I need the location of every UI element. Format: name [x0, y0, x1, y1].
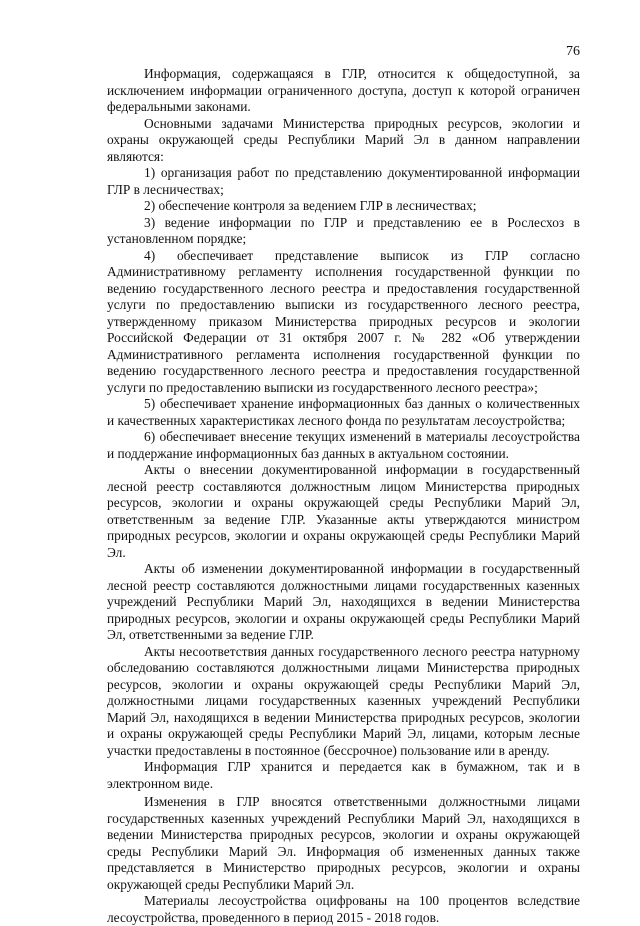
list-item-5: 5) обеспечивает хранение информационных баз данных о количественных и качественных характеристиках лесного фонда по результатам лесоустройства;	[107, 396, 580, 428]
document-body	[107, 66, 580, 926]
list-item-4: 4) обеспечивает представление выписок из ГЛР согласно Административному регламенту исполнения государственной функции по ведению государственного лесного реестра и предоставления государственной услуги по предоставлению выписки из государственного лесного реестра, утвержденному приказом Министерства природных ресурсов и экологии Российской Федерации от 31 октября 2007 г. № 282 «Об утверждении Административного регламента исполнения государственной функции по ведению государственного лесного реестра и предоставления государственной услуги по предоставлению выписки из государственного лесного реестра»;	[107, 247, 580, 395]
paragraph-digitization: Материалы лесоустройства оцифрованы на 100 процентов вследствие лесоустройства, проведенного в период 2015 - 2018 годов.	[107, 893, 580, 925]
page-number: 76	[566, 44, 580, 59]
list-item-6: 6) обеспечивает внесение текущих изменений в материалы лесоустройства и поддержание информационных баз данных в актуальном состоянии.	[107, 429, 580, 461]
paragraph-changes: Изменения в ГЛР вносятся ответственными должностными лицами государственных казенных учреждений Республики Марий Эл, находящихся в ведении Министерства природных ресурсов, экологии и охраны окружающей среды Республики Марий Эл. Информация об измененных данных также представляется в Министерство природных ресурсов, экологии и охраны окружающей среды Республики Марий Эл.	[107, 794, 580, 892]
paragraph-storage: Информация ГЛР хранится и передается как в бумажном, так и в электронном виде.	[107, 759, 580, 791]
paragraph-tasks-intro: Основными задачами Министерства природных ресурсов, экологии и охраны окружающей среды Республики Марий Эл в данном направлении являются:	[107, 115, 580, 164]
paragraph-acts-mismatch: Акты несоответствия данных государственного лесного реестра натурному обследованию составляются должностными лицами Министерства природных ресурсов, экологии и охраны окружающей среды Республики Марий Эл, должностными лицами государственных казенных учреждений Республики Марий Эл, находящихся в ведении Министерства природных ресурсов, экологии и охраны окружающей среды Республики Марий Эл, лицами, которым лесные участки предоставлены в постоянное (бессрочное) пользование или в аренду.	[107, 643, 580, 758]
paragraph-acts-insertion: Акты о внесении документированной информации в государственный лесной реестр составляются должностным лицом Министерства природных ресурсов, экологии и охраны окружающей среды Республики Марий Эл, ответственным за ведение ГЛР. Указанные акты утверждаются министром природных ресурсов, экологии и охраны окружающей среды Республики Марий Эл.	[107, 462, 580, 560]
paragraph-access: Информация, содержащаяся в ГЛР, относится к общедоступной, за исключением информации ограниченного доступа, доступ к которой ограничен федеральными законами.	[107, 66, 580, 114]
list-item-2: 2) обеспечение контроля за ведением ГЛР в лесничествах;	[144, 198, 477, 213]
list-item-3: 3) ведение информации по ГЛР и представлению ее в Рослесхоз в установленном порядке;	[107, 214, 580, 246]
paragraph-acts-change: Акты об изменении документированной информации в государственный лесной реестр составляются должностными лицами государственных казенных учреждений Республики Марий Эл, находящихся в ведении Министерства природных ресурсов, экологии и охраны окружающей среды Республики Марий Эл, ответственными за ведение ГЛР.	[107, 561, 580, 642]
list-item-1: 1) организация работ по представлению документированной информации ГЛР в лесничествах;	[107, 165, 580, 197]
